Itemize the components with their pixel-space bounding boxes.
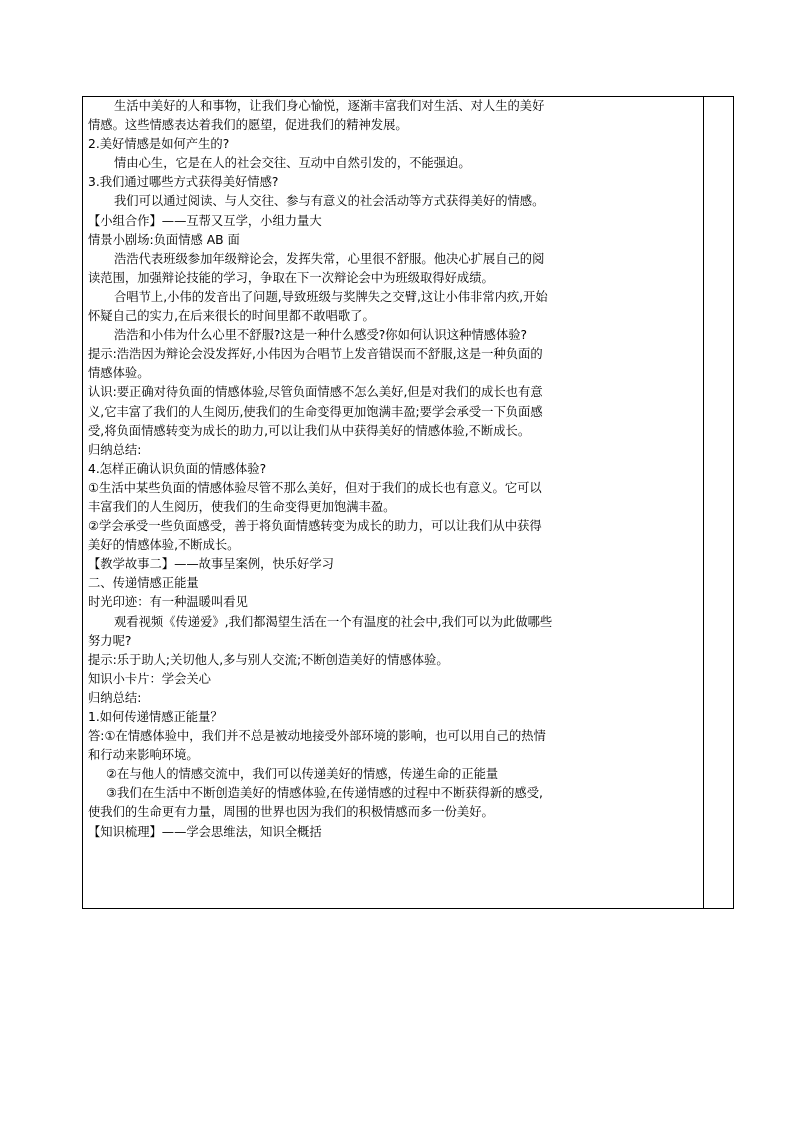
text-line: 提示:浩浩因为辩论会没发挥好,小伟因为合唱节上发音错误而不舒服,这是一种负面的 [88,347,543,362]
text-line: 我们可以通过阅读、与人交往、参与有意义的社会活动等方式获得美好的情感。 [114,194,545,209]
text-line: 情由心生，它是在人的社会交往、互动中自然引发的，不能强迫。 [114,156,471,171]
text-line: 3.我们通过哪些方式获得美好情感? [88,175,279,190]
text-line: 和行动来影响环境。 [88,748,199,763]
text-line: 生活中美好的人和事物，让我们身心愉悦，逐渐丰富我们对生活、对人生的美好 [114,99,545,113]
text-line: ①生活中某些负面的情感体验尽管不那么美好，但对于我们的成长也有意义。它可以 [88,480,542,495]
text-line: 读范围，加强辩论技能的学习，争取在下一次辩论会中为班级取得好成绩。 [88,270,494,285]
text-line: 情景小剧场:负面情感 AB 面 [88,232,240,247]
lesson-content-cell [88,97,618,842]
text-line: 归纳总结: [88,442,142,457]
text-line: 浩浩和小伟为什么心里不舒服?这是一种什么感受?你如何认识这种情感体验? [114,328,528,343]
text-line: 丰富我们的人生阅历，使我们的生命变得更加饱满丰盈。 [88,499,396,514]
text-line: 提示:乐于助人;关切他人,多与别人交流;不断创造美好的情感体验。 [88,652,449,667]
text-line: 受,将负面情感转变为成长的助力,可以让我们从中获得美好的情感体验,不断成长。 [88,423,531,438]
column-divider [703,97,704,908]
text-line: 归纳总结: [88,690,142,705]
text-line: ②在与他人的情感交流中，我们可以传递美好的情感，传递生命的正能量 [106,767,499,782]
text-line: 时光印迹：有一种温暖叫看见 [88,595,248,610]
section-heading: 【知识梳理】——学会思维法，知识全概括 [88,824,322,839]
text-line: ③我们在生活中不断创造美好的情感体验,在传递情感的过程中不断获得新的感受, [106,786,543,801]
text-line: 1.如何传递情感正能量？ [88,710,223,724]
text-line: 义,它丰富了我们的人生阅历,使我们的生命变得更加饱满丰盈;要学会承受一下负面感 [88,404,543,419]
text-line: ②学会承受一些负面感受，善于将负面情感转变为成长的助力，可以让我们从中获得 [88,519,542,534]
section-heading: 【小组合作】——互帮又互学，小组力量大 [88,213,322,228]
text-line: 情感。这些情感表达着我们的愿望，促进我们的精神发展。 [88,118,408,133]
text-line: 情感体验。 [88,366,150,381]
text-line: 答:①在情感体验中，我们并不总是被动地接受外部环境的影响，也可以用自己的热情 [88,729,546,744]
text-line: 合唱节上,小伟的发音出了问题,导致班级与奖牌失之交臂,这让小伟非常内疚,开始 [114,289,548,304]
text-line: 使我们的生命更有力量，周围的世界也因为我们的积极情感而多一份美好。 [88,805,494,820]
text-line: 2.美好情感是如何产生的? [88,137,230,152]
text-line: 努力呢? [88,633,132,648]
text-line: 浩浩代表班级参加年级辩论会，发挥失常，心里很不舒服。他决心扩展自己的阅 [114,251,545,266]
section-heading: 二、传递情感正能量 [88,576,199,591]
text-line: 美好的情感体验,不断成长。 [88,538,240,553]
text-line: 4.怎样正确认识负面的情感体验? [88,461,267,476]
text-line: 认识:要正确对待负面的情感体验,尽管负面情感不怎么美好,但是对我们的成长也有意 [88,385,543,400]
text-line: 知识小卡片：学会关心 [88,671,211,686]
text-line: 怀疑自己的实力,在后来很长的时间里都不敢唱歌了。 [88,309,375,324]
section-heading: 【教学故事二】——故事呈案例，快乐好学习 [88,557,334,572]
lesson-table [82,96,734,909]
text-line: 观看视频《传递爱》,我们都渴望生活在一个有温度的社会中,我们可以为此做哪些 [114,614,553,629]
